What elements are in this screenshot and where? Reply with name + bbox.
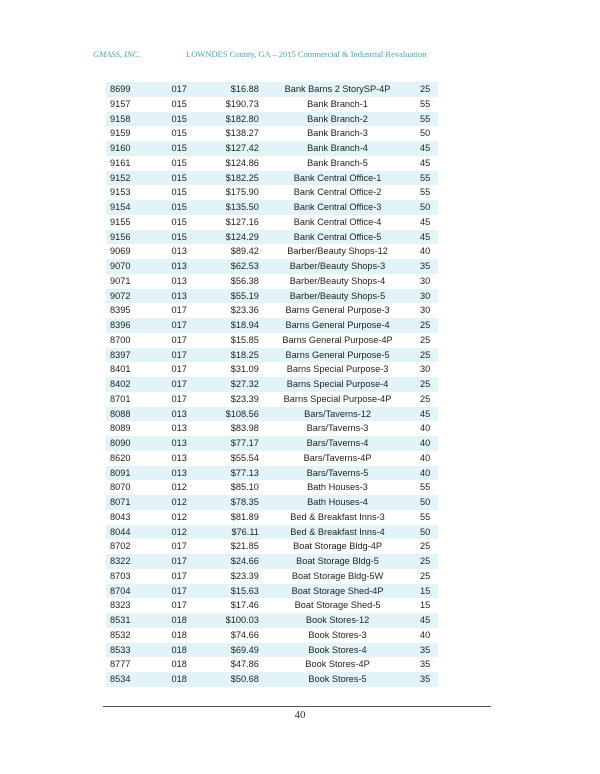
price-cell: $83.98 bbox=[230, 423, 259, 434]
price-cell: $69.49 bbox=[207, 643, 263, 658]
table-row bbox=[106, 215, 438, 230]
code-cell: 9159 bbox=[110, 128, 131, 139]
class-cell: 015 bbox=[160, 171, 208, 186]
life-cell: 55 bbox=[419, 511, 431, 522]
class-cell: 018 bbox=[171, 629, 187, 640]
table-row bbox=[106, 569, 438, 584]
code-cell: 8777 bbox=[110, 659, 131, 670]
price-cell: $23.39 bbox=[230, 570, 259, 581]
life-cell: 50 bbox=[419, 128, 431, 139]
price-cell: $47.86 bbox=[230, 659, 259, 670]
class-cell: 013 bbox=[160, 289, 208, 304]
description-cell: Bars/Taverns-5 bbox=[263, 466, 412, 481]
price-cell: $89.42 bbox=[230, 246, 259, 257]
code-cell: 9161 bbox=[110, 157, 131, 168]
description-cell: Bank Barns 2 StorySP-4P bbox=[263, 82, 412, 97]
description-cell: Bank Branch-5 bbox=[307, 157, 368, 168]
price-cell: $74.66 bbox=[230, 629, 259, 640]
class-cell: 013 bbox=[160, 259, 208, 274]
price-cell: $17.46 bbox=[230, 600, 259, 611]
class-cell: 017 bbox=[160, 318, 208, 333]
price-cell: $108.56 bbox=[207, 407, 263, 422]
description-cell: Barns Special Purpose-4 bbox=[263, 377, 412, 392]
description-cell: Book Stores-5 bbox=[263, 672, 412, 687]
description-cell: Bank Central Office-3 bbox=[263, 200, 412, 215]
class-cell: 015 bbox=[171, 187, 187, 198]
code-cell: 9154 bbox=[106, 200, 160, 215]
price-cell: $190.73 bbox=[225, 98, 259, 109]
table-row bbox=[106, 289, 438, 304]
code-cell: 9152 bbox=[106, 171, 160, 186]
cost-table-body bbox=[106, 82, 438, 687]
price-cell: $182.80 bbox=[207, 112, 263, 127]
life-cell: 25 bbox=[419, 570, 431, 581]
table-row bbox=[106, 525, 438, 540]
class-cell: 017 bbox=[160, 348, 208, 363]
description-cell: Barber/Beauty Shops-12 bbox=[287, 246, 388, 257]
description-cell: Bath Houses-3 bbox=[307, 482, 368, 493]
table-row bbox=[106, 126, 438, 141]
code-cell: 8533 bbox=[106, 643, 160, 658]
table-row bbox=[106, 348, 438, 363]
price-cell: $24.66 bbox=[207, 554, 263, 569]
class-cell: 013 bbox=[171, 452, 187, 463]
description-cell: Boat Storage Shed-5 bbox=[294, 600, 381, 611]
class-cell: 012 bbox=[160, 525, 208, 540]
life-cell: 55 bbox=[419, 482, 431, 493]
price-cell: $100.03 bbox=[207, 613, 263, 628]
code-cell: 8091 bbox=[106, 466, 160, 481]
description-cell: Bars/Taverns-12 bbox=[263, 407, 412, 422]
price-cell: $138.27 bbox=[225, 128, 259, 139]
table-row bbox=[106, 303, 438, 318]
life-cell: 45 bbox=[412, 407, 438, 422]
code-cell: 8704 bbox=[106, 584, 160, 599]
table-row bbox=[106, 643, 438, 658]
class-cell: 018 bbox=[160, 672, 208, 687]
description-cell: Bank Central Office-1 bbox=[263, 171, 412, 186]
table-row bbox=[106, 436, 438, 451]
table-row bbox=[106, 539, 438, 554]
class-cell: 015 bbox=[171, 98, 187, 109]
table-row bbox=[106, 141, 438, 156]
code-cell: 8703 bbox=[110, 570, 131, 581]
price-cell: $127.16 bbox=[225, 216, 259, 227]
class-cell: 013 bbox=[160, 407, 208, 422]
class-cell: 017 bbox=[160, 584, 208, 599]
life-cell: 30 bbox=[412, 289, 438, 304]
price-cell: $77.13 bbox=[207, 466, 263, 481]
table-row bbox=[106, 362, 438, 377]
description-cell: Barns Special Purpose-3 bbox=[286, 364, 389, 375]
class-cell: 013 bbox=[171, 423, 187, 434]
class-cell: 017 bbox=[171, 334, 187, 345]
table-row bbox=[106, 97, 438, 112]
table-row bbox=[106, 510, 438, 525]
description-cell: Boat Storage Bldg-5W bbox=[291, 570, 384, 581]
class-cell: 015 bbox=[171, 128, 187, 139]
code-cell: 9072 bbox=[106, 289, 160, 304]
price-cell: $62.53 bbox=[207, 259, 263, 274]
price-cell: $85.10 bbox=[230, 482, 259, 493]
class-cell: 017 bbox=[171, 541, 187, 552]
price-cell: $55.54 bbox=[230, 452, 259, 463]
description-cell: Bank Central Office-5 bbox=[263, 230, 412, 245]
life-cell: 25 bbox=[419, 334, 431, 345]
code-cell: 8070 bbox=[110, 482, 131, 493]
description-cell: Barns General Purpose-5 bbox=[263, 348, 412, 363]
price-cell: $50.68 bbox=[207, 672, 263, 687]
description-cell: Barber/Beauty Shops-3 bbox=[263, 259, 412, 274]
table-row bbox=[106, 274, 438, 289]
table-row bbox=[106, 407, 438, 422]
life-cell: 45 bbox=[419, 157, 431, 168]
class-cell: 017 bbox=[171, 305, 187, 316]
class-cell: 013 bbox=[160, 466, 208, 481]
life-cell: 15 bbox=[412, 584, 438, 599]
code-cell: 9157 bbox=[110, 98, 131, 109]
life-cell: 50 bbox=[412, 525, 438, 540]
code-cell: 9156 bbox=[106, 230, 160, 245]
price-cell: $23.36 bbox=[230, 305, 259, 316]
class-cell: 018 bbox=[171, 659, 187, 670]
description-cell: Bank Branch-2 bbox=[263, 112, 412, 127]
description-cell: Book Stores-4P bbox=[305, 659, 370, 670]
life-cell: 55 bbox=[412, 171, 438, 186]
life-cell: 45 bbox=[412, 613, 438, 628]
life-cell: 40 bbox=[419, 452, 431, 463]
description-cell: Bed & Breakfast Inns-3 bbox=[290, 511, 385, 522]
class-cell: 015 bbox=[160, 112, 208, 127]
life-cell: 25 bbox=[419, 393, 431, 404]
table-row bbox=[106, 554, 438, 569]
table-row bbox=[106, 495, 438, 510]
price-cell: $56.38 bbox=[230, 275, 259, 286]
code-cell: 9153 bbox=[110, 187, 131, 198]
class-cell: 015 bbox=[160, 200, 208, 215]
code-cell: 9071 bbox=[110, 275, 131, 286]
company-name: GMASS, INC. bbox=[93, 49, 141, 59]
life-cell: 40 bbox=[419, 423, 431, 434]
table-row bbox=[106, 185, 438, 200]
life-cell: 40 bbox=[419, 246, 431, 257]
code-cell: 9158 bbox=[106, 112, 160, 127]
description-cell: Bank Central Office-4 bbox=[293, 216, 382, 227]
code-cell: 8090 bbox=[106, 436, 160, 451]
code-cell: 8043 bbox=[110, 511, 131, 522]
class-cell: 017 bbox=[171, 364, 187, 375]
class-cell: 018 bbox=[160, 643, 208, 658]
code-cell: 8395 bbox=[110, 305, 131, 316]
price-cell: $77.17 bbox=[207, 436, 263, 451]
description-cell: Barns General Purpose-4P bbox=[282, 334, 393, 345]
life-cell: 40 bbox=[412, 466, 438, 481]
class-cell: 017 bbox=[171, 600, 187, 611]
class-cell: 013 bbox=[160, 436, 208, 451]
description-cell: Bath Houses-4 bbox=[263, 495, 412, 510]
footer-rule bbox=[103, 706, 491, 707]
price-cell: $124.29 bbox=[207, 230, 263, 245]
description-cell: Book Stores-12 bbox=[263, 613, 412, 628]
code-cell: 8397 bbox=[106, 348, 160, 363]
table-row bbox=[106, 259, 438, 274]
life-cell: 55 bbox=[419, 187, 431, 198]
code-cell: 8322 bbox=[106, 554, 160, 569]
life-cell: 55 bbox=[412, 112, 438, 127]
table-row bbox=[106, 672, 438, 687]
table-row bbox=[106, 421, 438, 436]
table-row bbox=[106, 230, 438, 245]
price-cell: $18.94 bbox=[207, 318, 263, 333]
life-cell: 45 bbox=[412, 230, 438, 245]
code-cell: 8089 bbox=[110, 423, 131, 434]
class-cell: 017 bbox=[160, 82, 208, 97]
life-cell: 35 bbox=[412, 643, 438, 658]
table-row bbox=[106, 628, 438, 643]
description-cell: Barber/Beauty Shops-5 bbox=[263, 289, 412, 304]
life-cell: 45 bbox=[419, 216, 431, 227]
life-cell: 35 bbox=[419, 659, 431, 670]
table-row bbox=[106, 112, 438, 127]
table-row bbox=[106, 333, 438, 348]
table-row bbox=[106, 244, 438, 259]
life-cell: 35 bbox=[412, 259, 438, 274]
table-row bbox=[106, 318, 438, 333]
class-cell: 015 bbox=[171, 157, 187, 168]
code-cell: 8044 bbox=[106, 525, 160, 540]
code-cell: 8701 bbox=[110, 393, 131, 404]
life-cell: 25 bbox=[412, 82, 438, 97]
table-row bbox=[106, 598, 438, 613]
class-cell: 015 bbox=[160, 141, 208, 156]
code-cell: 8702 bbox=[110, 541, 131, 552]
code-cell: 8088 bbox=[106, 407, 160, 422]
description-cell: Bank Central Office-2 bbox=[293, 187, 382, 198]
life-cell: 45 bbox=[412, 141, 438, 156]
description-cell: Boat Storage Shed-4P bbox=[263, 584, 412, 599]
table-row bbox=[106, 657, 438, 672]
table-row bbox=[106, 200, 438, 215]
price-cell: $55.19 bbox=[207, 289, 263, 304]
price-cell: $76.11 bbox=[207, 525, 263, 540]
page-number: 40 bbox=[294, 709, 306, 721]
description-cell: Bank Branch-4 bbox=[263, 141, 412, 156]
code-cell: 8402 bbox=[106, 377, 160, 392]
code-cell: 8620 bbox=[110, 452, 131, 463]
price-cell: $27.32 bbox=[207, 377, 263, 392]
description-cell: Bars/Taverns-3 bbox=[306, 423, 369, 434]
table-row bbox=[106, 613, 438, 628]
code-cell: 8071 bbox=[106, 495, 160, 510]
price-cell: $15.85 bbox=[230, 334, 259, 345]
description-cell: Barns General Purpose-3 bbox=[285, 305, 390, 316]
life-cell: 30 bbox=[419, 305, 431, 316]
life-cell: 25 bbox=[412, 377, 438, 392]
code-cell: 8396 bbox=[106, 318, 160, 333]
table-row bbox=[106, 171, 438, 186]
code-cell: 9160 bbox=[106, 141, 160, 156]
price-cell: $124.86 bbox=[225, 157, 259, 168]
table-row bbox=[106, 584, 438, 599]
life-cell: 30 bbox=[419, 275, 431, 286]
cost-table bbox=[106, 82, 438, 687]
page-header bbox=[0, 49, 600, 65]
description-cell: Bars/Taverns-4P bbox=[303, 452, 372, 463]
class-cell: 013 bbox=[171, 275, 187, 286]
life-cell: 55 bbox=[419, 98, 431, 109]
code-cell: 8700 bbox=[110, 334, 131, 345]
table-row bbox=[106, 451, 438, 466]
price-cell: $18.25 bbox=[207, 348, 263, 363]
class-cell: 012 bbox=[171, 511, 187, 522]
code-cell: 9069 bbox=[110, 246, 131, 257]
description-cell: Book Stores-3 bbox=[308, 629, 367, 640]
code-cell: 9155 bbox=[110, 216, 131, 227]
price-cell: $31.09 bbox=[230, 364, 259, 375]
class-cell: 017 bbox=[160, 554, 208, 569]
life-cell: 35 bbox=[412, 672, 438, 687]
price-cell: $81.89 bbox=[230, 511, 259, 522]
price-cell: $21.85 bbox=[230, 541, 259, 552]
class-cell: 017 bbox=[160, 377, 208, 392]
code-cell: 8534 bbox=[106, 672, 160, 687]
description-cell: Bank Branch-1 bbox=[307, 98, 368, 109]
class-cell: 015 bbox=[171, 216, 187, 227]
description-cell: Barns General Purpose-4 bbox=[263, 318, 412, 333]
price-cell: $127.42 bbox=[207, 141, 263, 156]
table-row bbox=[106, 377, 438, 392]
price-cell: $23.39 bbox=[230, 393, 259, 404]
life-cell: 50 bbox=[412, 495, 438, 510]
class-cell: 015 bbox=[160, 230, 208, 245]
class-cell: 013 bbox=[171, 246, 187, 257]
price-cell: $135.50 bbox=[207, 200, 263, 215]
description-cell: Boat Storage Bldg-5 bbox=[263, 554, 412, 569]
price-cell: $175.90 bbox=[225, 187, 259, 198]
description-cell: Boat Storage Bldg-4P bbox=[293, 541, 382, 552]
description-cell: Book Stores-4 bbox=[263, 643, 412, 658]
life-cell: 50 bbox=[412, 200, 438, 215]
class-cell: 017 bbox=[171, 570, 187, 581]
price-cell: $78.35 bbox=[207, 495, 263, 510]
code-cell: 8401 bbox=[110, 364, 131, 375]
code-cell: 8323 bbox=[110, 600, 131, 611]
description-cell: Barber/Beauty Shops-4 bbox=[289, 275, 386, 286]
description-cell: Bed & Breakfast Inns-4 bbox=[263, 525, 412, 540]
description-cell: Bank Branch-3 bbox=[307, 128, 368, 139]
table-row bbox=[106, 392, 438, 407]
code-cell: 8532 bbox=[110, 629, 131, 640]
class-cell: 018 bbox=[160, 613, 208, 628]
life-cell: 40 bbox=[419, 629, 431, 640]
life-cell: 40 bbox=[412, 436, 438, 451]
document-title: LOWNDES County, GA – 2015 Commercial & Industrial Revaluation bbox=[186, 49, 427, 59]
price-cell: $16.88 bbox=[207, 82, 263, 97]
class-cell: 012 bbox=[171, 482, 187, 493]
code-cell: 9070 bbox=[106, 259, 160, 274]
life-cell: 25 bbox=[412, 554, 438, 569]
code-cell: 8531 bbox=[106, 613, 160, 628]
price-cell: $15.63 bbox=[207, 584, 263, 599]
table-row bbox=[106, 156, 438, 171]
price-cell: $182.25 bbox=[207, 171, 263, 186]
table-row bbox=[106, 82, 438, 97]
description-cell: Barns Special Purpose-4P bbox=[283, 393, 392, 404]
life-cell: 25 bbox=[412, 318, 438, 333]
table-row bbox=[106, 480, 438, 495]
class-cell: 012 bbox=[160, 495, 208, 510]
life-cell: 30 bbox=[419, 364, 431, 375]
description-cell: Bars/Taverns-4 bbox=[263, 436, 412, 451]
table-row bbox=[106, 466, 438, 481]
class-cell: 017 bbox=[171, 393, 187, 404]
code-cell: 8699 bbox=[106, 82, 160, 97]
life-cell: 15 bbox=[419, 600, 431, 611]
life-cell: 25 bbox=[419, 541, 431, 552]
life-cell: 25 bbox=[412, 348, 438, 363]
